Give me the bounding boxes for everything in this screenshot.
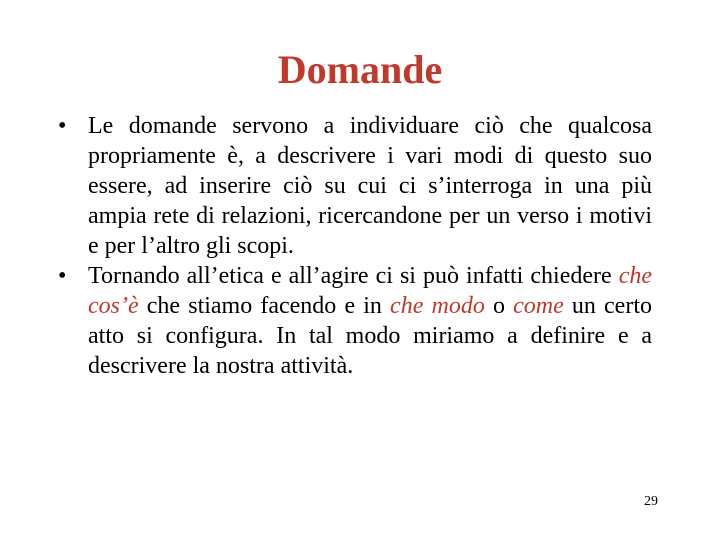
bullet-icon: •: [58, 263, 67, 289]
page-number: 29: [644, 494, 658, 509]
emphasis-text: che modo: [390, 293, 485, 319]
bullet-icon: •: [58, 113, 67, 139]
emphasis-text: che cos’è: [88, 263, 652, 319]
bullet-item-1: [58, 111, 652, 261]
bullet-text-segment: un certo atto si configura. In tal modo miriamo a definire e a descrivere la nostra attività.: [88, 293, 652, 379]
bullet-text-segment: Tornando all’etica e all’agire ci si può infatti chiedere: [88, 263, 619, 289]
bullet-list: [58, 111, 652, 381]
emphasis-text: come: [513, 293, 564, 319]
bullet-item-2: [58, 261, 652, 381]
bullet-text: Le domande servono a individuare ciò che qualcosa propriamente è, a descrivere i vari modi di questo suo essere, ad inserire ciò su cui ci s’interroga in una più ampia rete di relazioni, ricercandone per un verso i motivi e per l’altro gli scopi.: [88, 113, 652, 259]
slide-title: Domande: [277, 47, 443, 92]
bullet-text-segment: che stiamo facendo e in: [138, 293, 391, 319]
bullet-text-segment: o: [484, 293, 514, 319]
